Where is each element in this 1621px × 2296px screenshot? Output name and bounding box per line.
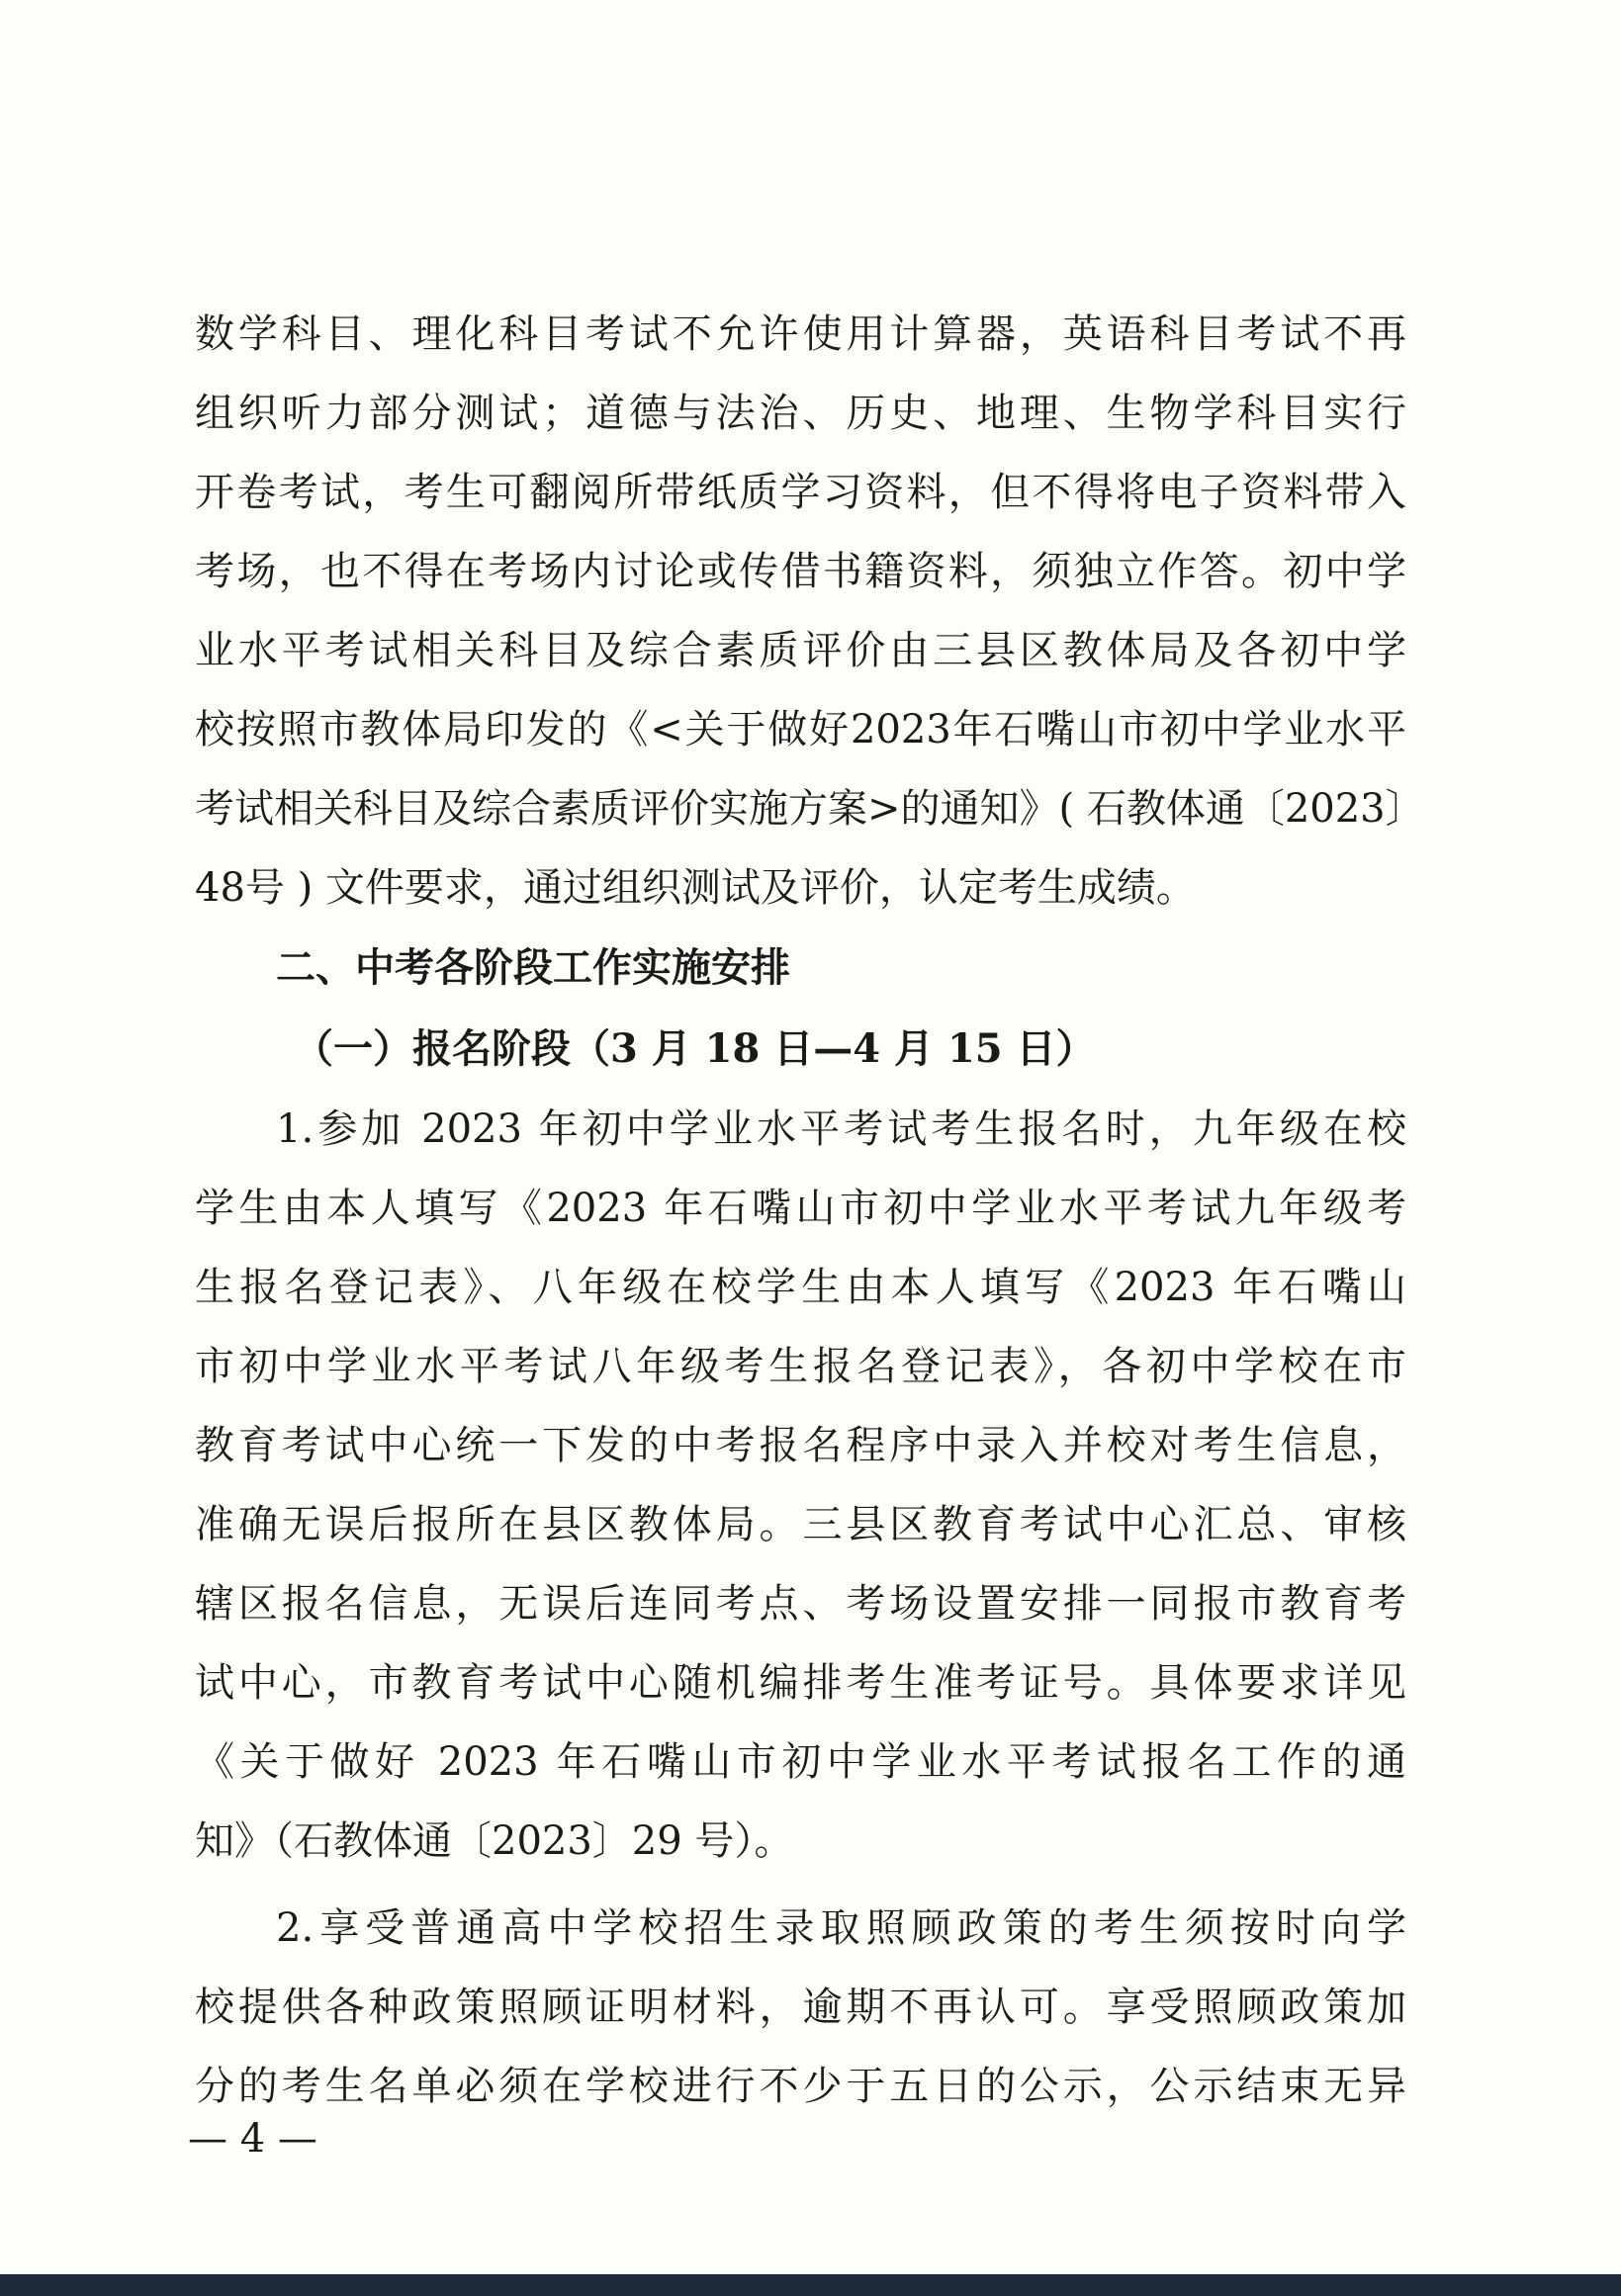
text-line: 48号 ) 文件要求，通过组织测试及评价，认定考生成绩。	[195, 865, 1196, 911]
text-line: 学生由本人填写《2023 年石嘴山市初中学业水平考试九年级考	[195, 1186, 1406, 1231]
text-line: 生报名登记表》、八年级在校学生由本人填写《2023 年石嘴山	[195, 1265, 1406, 1310]
text-line: 分的考生名单必须在学校进行不少于五日的公示，公示结束无异	[195, 2064, 1406, 2109]
text-line: 准确无误后报所在县区教体局。三县区教育考试中心汇总、审核	[195, 1502, 1406, 1547]
paragraph-policy-materials	[195, 1889, 1406, 2126]
text-line: 考试相关科目及综合素质评价实施方案>的通知》( 石教体通〔2023〕	[195, 786, 1425, 832]
text-line: 校按照市教体局印发的《<关于做好2023年石嘴山市初中学业水平	[195, 707, 1406, 752]
text-line: 组织听力部分测试；道德与法治、历史、地理、生物学科目实行	[195, 391, 1406, 436]
section-heading: 二、中考各阶段工作实施安排	[276, 944, 790, 991]
paragraph-exam-rules	[195, 295, 1425, 927]
text-line: 试中心，市教育考试中心随机编排考生准考证号。具体要求详见	[195, 1660, 1406, 1706]
scan-bottom-edge	[0, 2274, 1621, 2296]
text-line: 2.享受普通高中学校招生录取照顾政策的考生须按时向学	[276, 1905, 1406, 1951]
paragraph-spacer	[195, 1881, 1406, 1889]
text-line: 《关于做好 2023 年石嘴山市初中学业水平考试报名工作的通	[195, 1739, 1406, 1785]
document-body	[195, 295, 1425, 2126]
text-line: 教育考试中心统一下发的中考报名程序中录入并校对考生信息，	[195, 1423, 1406, 1468]
paragraph-registration	[195, 1090, 1406, 1881]
page-number: — 4 —	[188, 2116, 317, 2162]
text-line: 开卷考试，考生可翻阅所带纸质学习资料，但不得将电子资料带入	[195, 470, 1406, 515]
text-line: 考场，也不得在考场内讨论或传借书籍资料，须独立作答。初中学	[195, 549, 1406, 594]
text-line: 市初中学业水平考试八年级考生报名登记表》，各初中学校在市	[195, 1344, 1406, 1389]
text-line: 校提供各种政策照顾证明材料，逾期不再认可。享受照顾政策加	[195, 1985, 1406, 2030]
text-line: 知》（石教体通〔2023〕29 号）。	[195, 1818, 794, 1864]
text-line: 数学科目、理化科目考试不允许使用计算器，英语科目考试不再	[195, 311, 1406, 357]
text-line: 业水平考试相关科目及综合素质评价由三县区教体局及各初中学	[195, 628, 1406, 673]
subsection-heading: （一）报名阶段（3 月 18 日—4 月 15 日）	[294, 1025, 1096, 1072]
text-line: 辖区报名信息，无误后连同考点、考场设置安排一同报市教育考	[195, 1581, 1406, 1627]
text-line: 1.参加 2023 年初中学业水平考试考生报名时，九年级在校	[276, 1106, 1406, 1152]
